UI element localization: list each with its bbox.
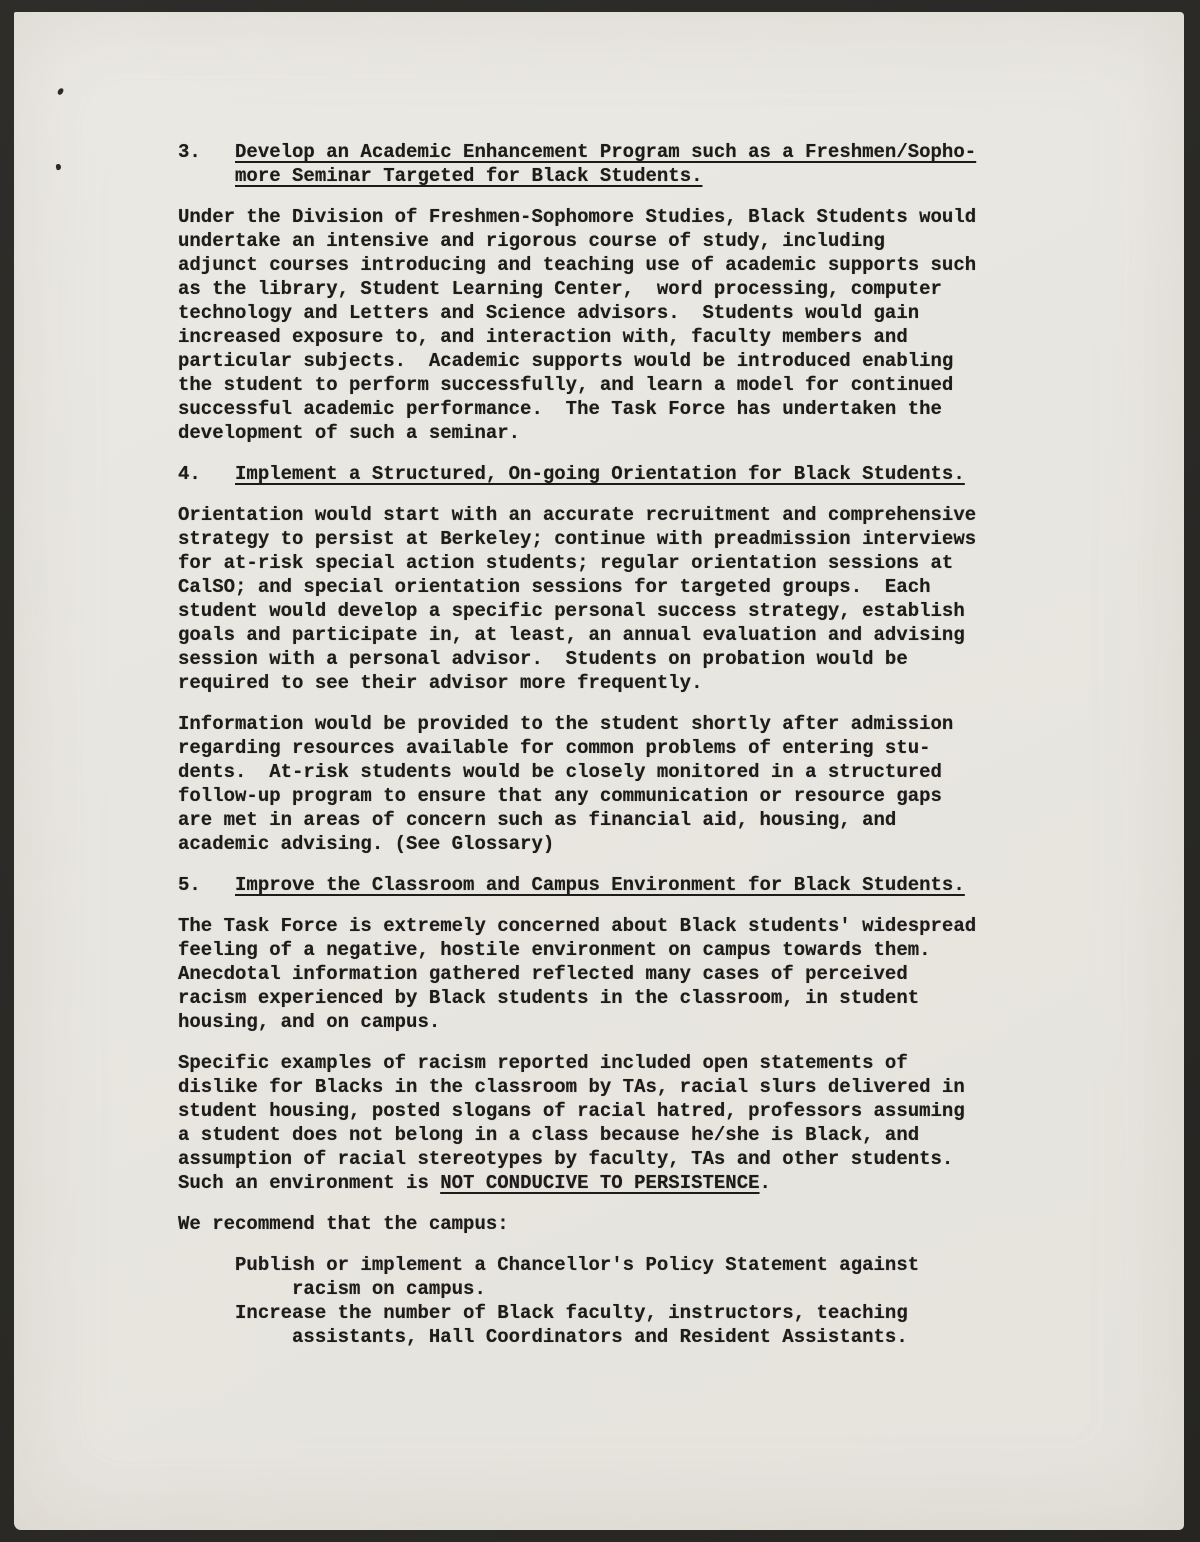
text-line [178, 1277, 976, 1301]
text-line [178, 1171, 976, 1195]
text-segment: a student does not belong in a class because he/she is Black, and [178, 1124, 920, 1146]
text-segment: adjunct courses introducing and teaching use of academic supports such [178, 254, 977, 276]
text-segment: housing, and on campus. [178, 1011, 441, 1033]
text-segment: 3. [178, 141, 236, 163]
text-segment: development of such a seminar. [178, 422, 521, 444]
text-line [178, 229, 976, 253]
text-line [178, 373, 976, 397]
paragraph-section-4b [178, 712, 976, 856]
text-segment: are met in areas of concern such as financial aid, housing, and [178, 809, 897, 831]
text-line [178, 671, 976, 695]
text-line [178, 397, 976, 421]
text-line [178, 1147, 976, 1171]
text-line [178, 503, 976, 527]
text-segment: The Task Force is extremely concerned about Black students' widespread [178, 915, 977, 937]
text-segment: successful academic performance. The Task Force has undertaken the [178, 398, 942, 420]
text-segment: Orientation would start with an accurate recruitment and comprehensive [178, 504, 977, 526]
text-segment: strategy to persist at Berkeley; continue with preadmission interviews [178, 528, 977, 550]
text-line [178, 712, 976, 736]
text-line [178, 140, 976, 164]
text-segment: feeling of a negative, hostile environment on campus towards them. [178, 939, 931, 961]
scan-speck [57, 87, 64, 95]
text-line [178, 253, 976, 277]
text-segment: dents. At-risk students would be closely monitored in a structured [178, 761, 942, 783]
text-line [178, 873, 976, 897]
text-line [178, 1123, 976, 1147]
text-segment: Such an environment is [178, 1172, 441, 1194]
paragraph-section-5a [178, 914, 976, 1034]
text-line [178, 349, 976, 373]
paragraph-section-4a [178, 503, 976, 695]
text-segment: assumption of racial stereotypes by faculty, TAs and other students. [178, 1148, 954, 1170]
text-segment: particular subjects. Academic supports would be introduced enabling [178, 350, 954, 372]
text-line [178, 1301, 976, 1325]
text-segment: student housing, posted slogans of racial hatred, professors assuming [178, 1100, 965, 1122]
text-segment: Increase the number of Black faculty, instructors, teaching [178, 1302, 908, 1324]
text-segment: academic advising. (See Glossary) [178, 833, 555, 855]
text-segment: session with a personal advisor. Students on probation would be [178, 648, 908, 670]
text-line [178, 1075, 976, 1099]
paragraph-section-5b [178, 1051, 976, 1195]
text-segment: undertake an intensive and rigorous course of study, including [178, 230, 885, 252]
text-line [178, 1325, 976, 1349]
text-segment: Specific examples of racism reported included open statements of [178, 1052, 908, 1074]
text-segment: We recommend that the campus: [178, 1213, 509, 1235]
text-segment: . [759, 1172, 771, 1194]
text-line [178, 808, 976, 832]
text-line [178, 325, 976, 349]
text-segment: as the library, Student Learning Center, word processing, computer [178, 278, 942, 300]
text-line [178, 1212, 976, 1236]
text-line [178, 462, 976, 486]
text-segment: technology and Letters and Science advisors. Students would gain [178, 302, 920, 324]
text-segment: regarding resources available for common problems of entering stu- [178, 737, 931, 759]
text-line [178, 986, 976, 1010]
underlined-text: NOT CONDUCIVE TO PERSISTENCE [440, 1172, 760, 1194]
text-segment [178, 165, 235, 187]
scan-speck [55, 164, 61, 171]
text-line [178, 421, 976, 445]
text-line [178, 962, 976, 986]
text-line [178, 736, 976, 760]
underlined-text: more Seminar Targeted for Black Students. [235, 165, 703, 187]
text-segment: goals and participate in, at least, an annual evaluation and advising [178, 624, 965, 646]
text-segment: Under the Division of Freshmen-Sophomore Studies, Black Students would [178, 206, 977, 228]
text-segment: racism on campus. [178, 1278, 486, 1300]
text-segment: CalSO; and special orientation sessions for targeted groups. Each [178, 576, 931, 598]
text-line [178, 527, 976, 551]
text-line [178, 551, 976, 575]
underlined-text: Develop an Academic Enhancement Program such as a Freshmen/Sopho- [235, 141, 977, 163]
text-segment: Information would be provided to the student shortly after admission [178, 713, 954, 735]
underlined-text: Implement a Structured, On-going Orientation for Black Students. [235, 463, 965, 485]
text-line [178, 301, 976, 325]
text-segment: required to see their advisor more frequently. [178, 672, 703, 694]
text-segment: 5. [178, 874, 236, 896]
text-segment: for at-risk special action students; regular orientation sessions at [178, 552, 954, 574]
text-line [178, 832, 976, 856]
recommendation-list [178, 1253, 976, 1349]
text-line [178, 1099, 976, 1123]
text-line [178, 277, 976, 301]
text-segment: follow-up program to ensure that any communication or resource gaps [178, 785, 942, 807]
heading-item-5 [178, 873, 976, 897]
text-line [178, 784, 976, 808]
paragraph-recommend-intro [178, 1212, 976, 1236]
text-line [178, 914, 976, 938]
text-line [178, 205, 976, 229]
text-line [178, 1051, 976, 1075]
heading-item-4 [178, 462, 976, 486]
text-line [178, 938, 976, 962]
text-segment: assistants, Hall Coordinators and Resident Assistants. [178, 1326, 908, 1348]
text-line [178, 599, 976, 623]
paragraph-section-3 [178, 205, 976, 445]
text-line [178, 1010, 976, 1034]
text-segment: 4. [178, 463, 236, 485]
text-segment: dislike for Blacks in the classroom by TAs, racial slurs delivered in [178, 1076, 965, 1098]
document-page [14, 12, 1184, 1530]
text-segment: Publish or implement a Chancellor's Policy Statement against [178, 1254, 920, 1276]
text-segment: student would develop a specific personal success strategy, establish [178, 600, 965, 622]
text-block [178, 140, 976, 1366]
text-line [178, 647, 976, 671]
text-line [178, 623, 976, 647]
text-line [178, 760, 976, 784]
text-segment: increased exposure to, and interaction with, faculty members and [178, 326, 908, 348]
text-segment: Anecdotal information gathered reflected many cases of perceived [178, 963, 908, 985]
text-segment: the student to perform successfully, and learn a model for continued [178, 374, 954, 396]
text-segment: racism experienced by Black students in the classroom, in student [178, 987, 920, 1009]
text-line [178, 575, 976, 599]
text-line [178, 1253, 976, 1277]
underlined-text: Improve the Classroom and Campus Environment for Black Students. [235, 874, 965, 896]
text-line [178, 164, 976, 188]
heading-item-3 [178, 140, 976, 188]
